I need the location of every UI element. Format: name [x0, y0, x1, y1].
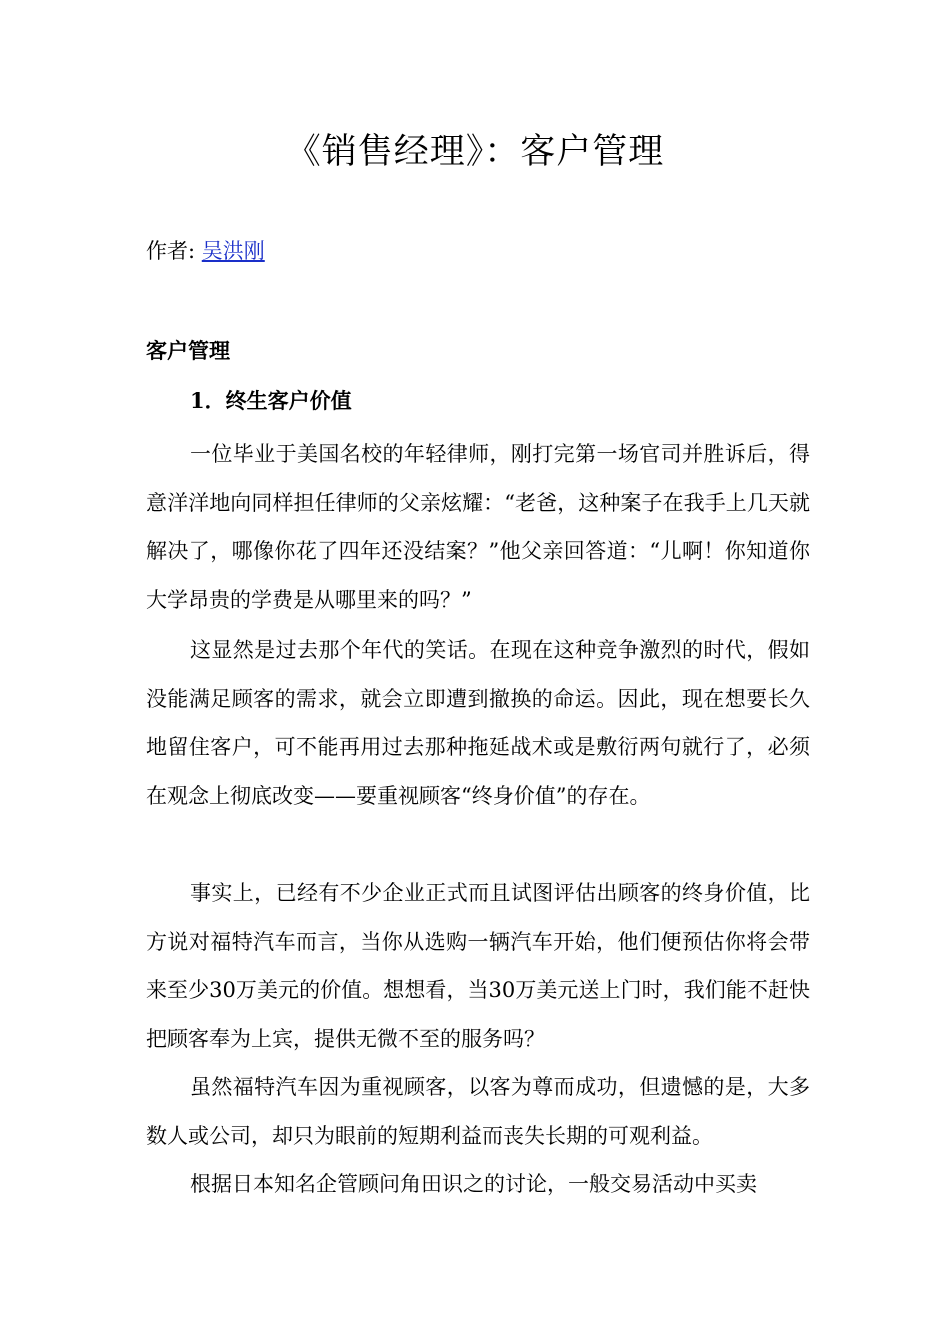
author-line	[146, 236, 265, 266]
author-label: 作者:	[146, 239, 202, 263]
paragraph: 根据日本知名企管顾问角田识之的讨论，一般交易活动中买卖	[190, 1172, 757, 1196]
document-title: 《销售经理》：客户管理	[285, 132, 665, 172]
sub-heading: 1．终生客户价值	[190, 388, 352, 413]
paragraph: 一位毕业于美国名校的年轻律师，刚打完第一场官司并胜诉后，得意洋洋地向同样担任律师的父亲炫耀：“老爸，这种案子在我手上几天就解决了，哪像你花了四年还没结案？”他父亲回答道：“儿啊！你知道你大学昂贵的学费是从哪里来的吗？”	[146, 442, 810, 612]
section-heading: 客户管理	[146, 338, 230, 363]
paragraph: 这显然是过去那个年代的笑话。在现在这种竞争激烈的时代，假如没能满足顾客的需求，就会立即遭到撤换的命运。因此，现在想要长久地留住客户，可不能再用过去那种拖延战术或是敷衍两句就行了，必须在观念上彻底改变——要重视顾客“终身价值”的存在。	[146, 638, 810, 808]
paragraph: 事实上，已经有不少企业正式而且试图评估出顾客的终身价值，比方说对福特汽车而言，当你从选购一辆汽车开始，他们便预估你将会带来至少30万美元的价值。想想看，当30万美元送上门时，我们能不赶快把顾客奉为上宾，提供无微不至的服务吗？	[146, 881, 810, 1051]
author-link[interactable]: 吴洪刚	[201, 239, 265, 263]
paragraph: 虽然福特汽车因为重视顾客，以客为尊而成功，但遗憾的是，大多数人或公司，却只为眼前的短期利益而丧失长期的可观利益。	[146, 1075, 810, 1148]
